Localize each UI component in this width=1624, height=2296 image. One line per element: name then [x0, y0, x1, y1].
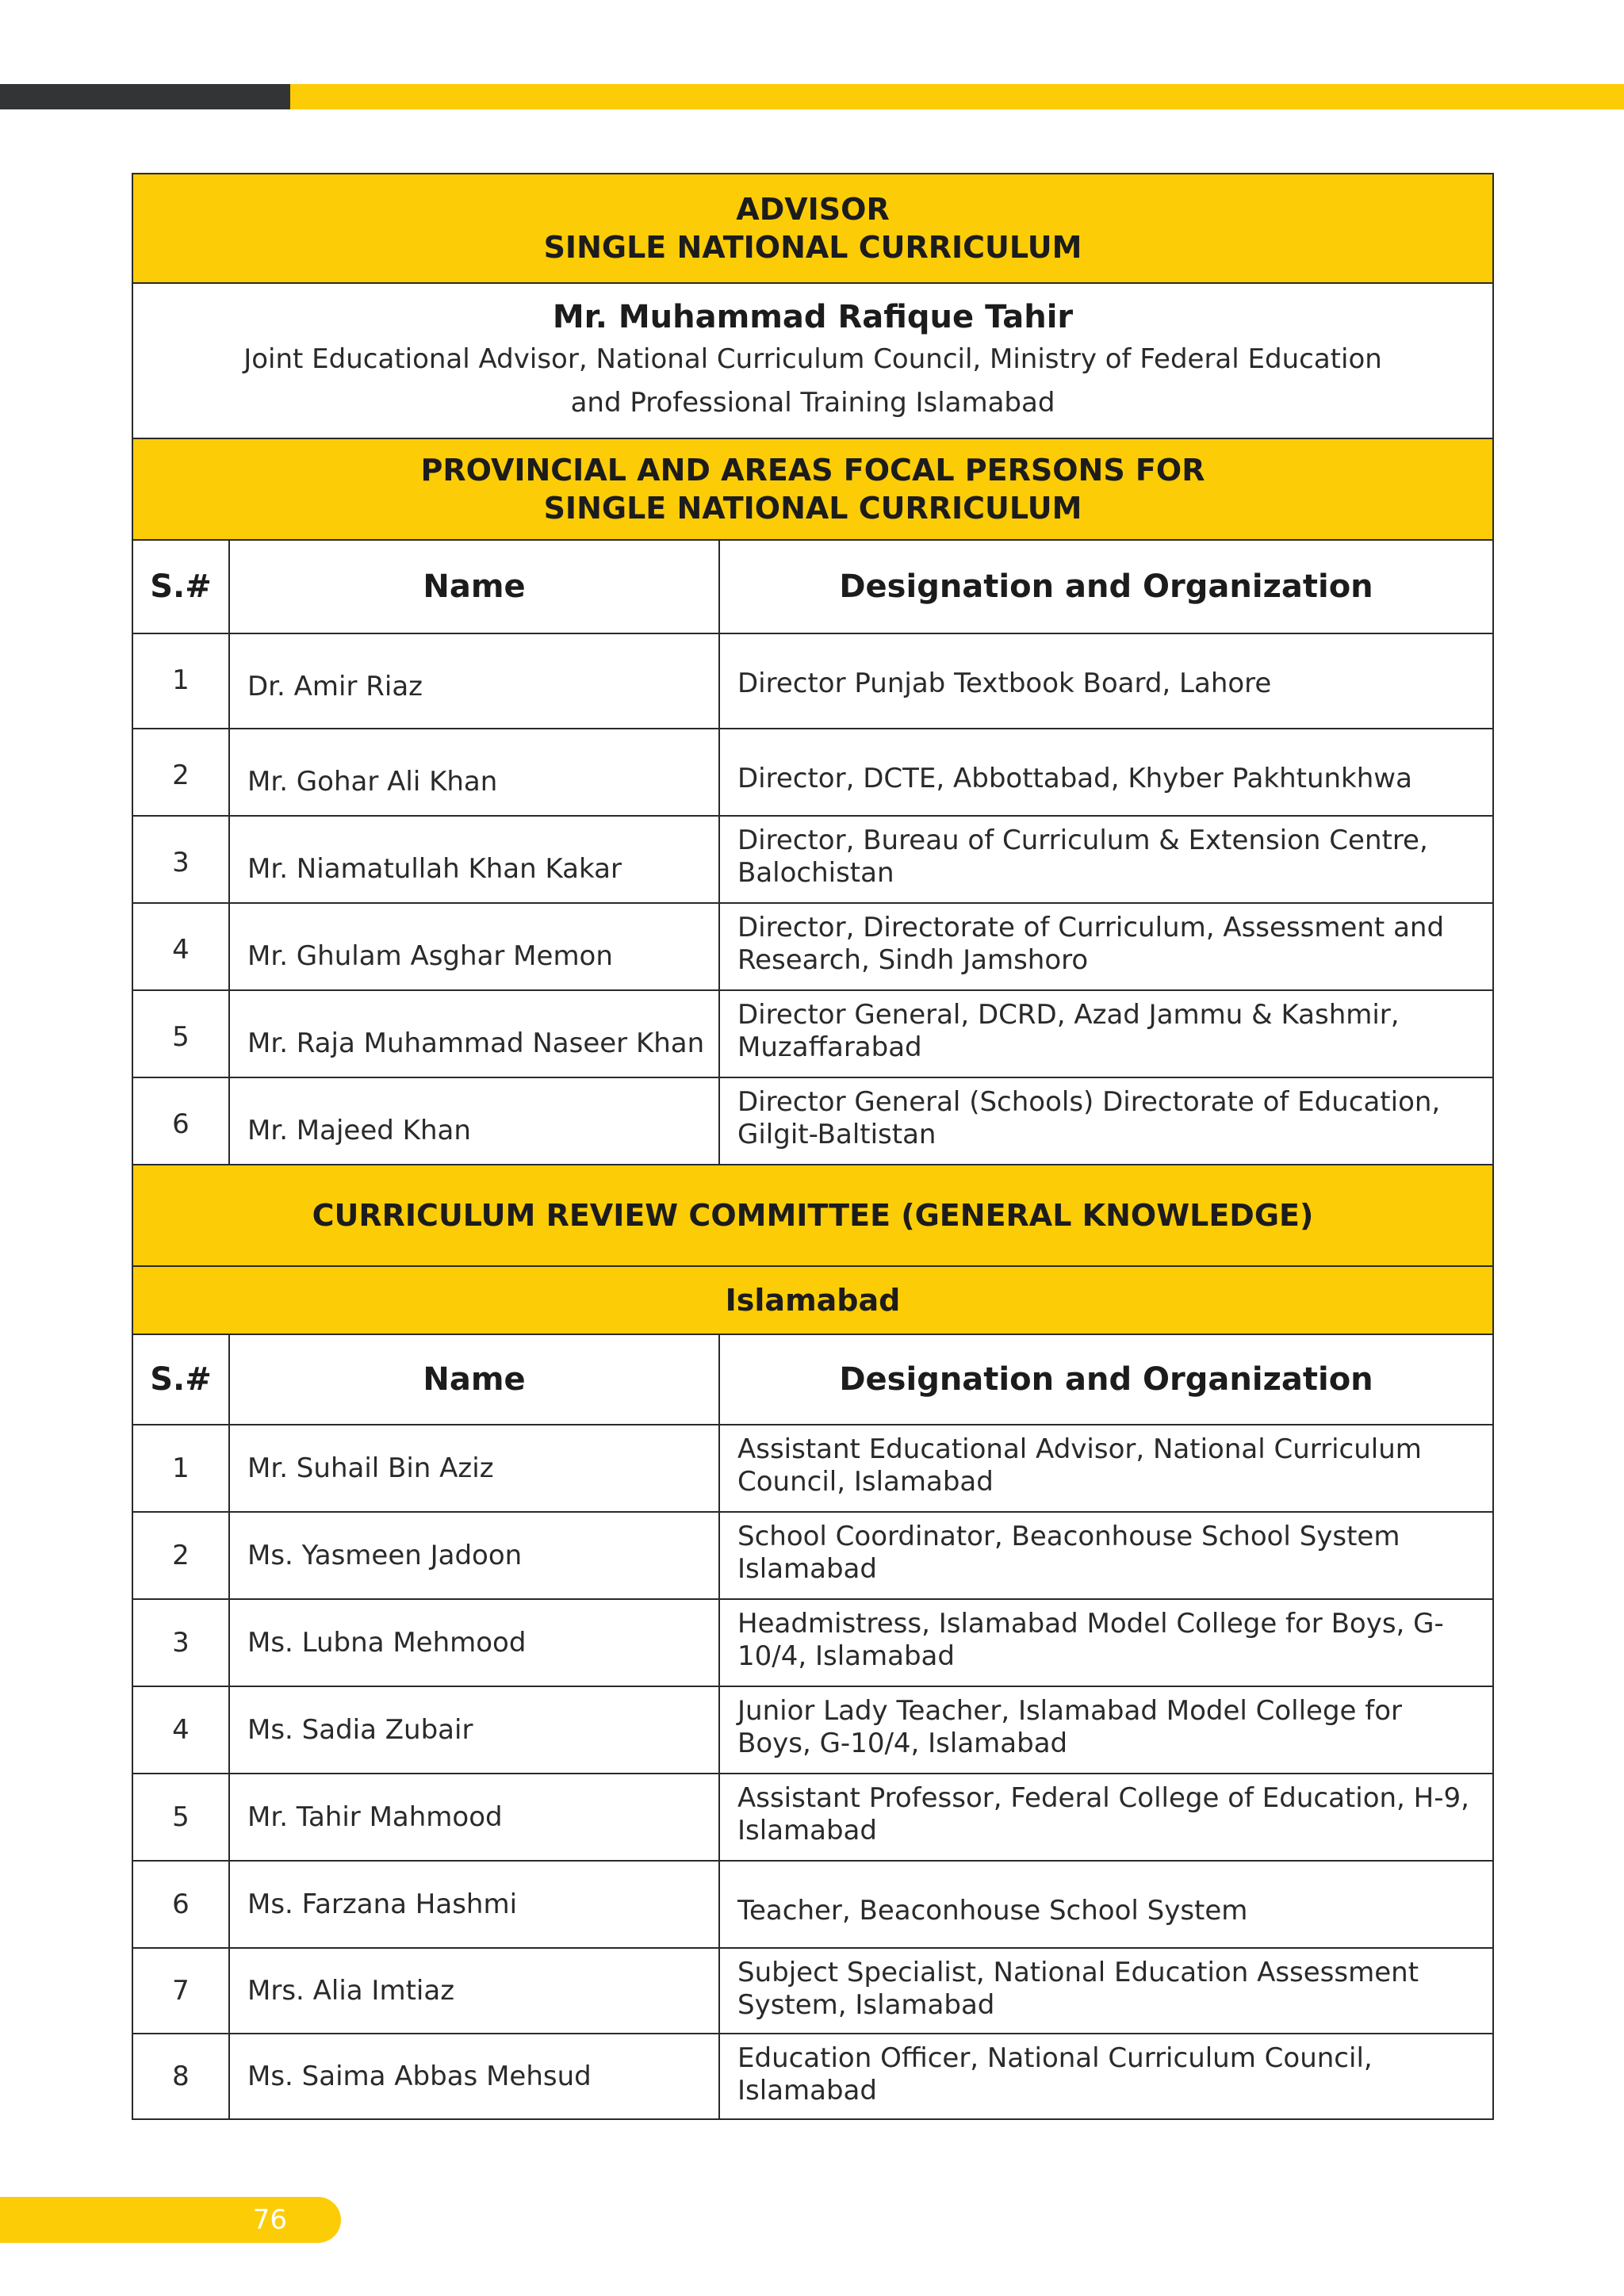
row-sn: 2: [132, 729, 229, 816]
row-designation: Subject Specialist, National Education Assessment System, Islamabad: [719, 1948, 1493, 2034]
row-sn: 2: [132, 1512, 229, 1599]
advisor-info-row: [132, 283, 1493, 438]
row-designation: Director, Directorate of Curriculum, Assessment and Research, Sindh Jamshoro: [719, 903, 1493, 990]
committee-heading: CURRICULUM REVIEW COMMITTEE (GENERAL KNOWLEDGE): [132, 1165, 1493, 1266]
focal-col-designation: Designation and Organization: [719, 540, 1493, 633]
row-sn: 5: [132, 1774, 229, 1861]
row-designation: Junior Lady Teacher, Islamabad Model College for Boys, G-10/4, Islamabad: [719, 1686, 1493, 1774]
table-row: [132, 1861, 1493, 1948]
row-designation: Director, Bureau of Curriculum & Extension Centre, Balochistan: [719, 816, 1493, 903]
row-sn: 3: [132, 816, 229, 903]
row-designation: Headmistress, Islamabad Model College for Boys, G-10/4, Islamabad: [719, 1599, 1493, 1686]
row-designation: Director General, DCRD, Azad Jammu & Kashmir, Muzaffarabad: [719, 990, 1493, 1077]
row-designation: School Coordinator, Beaconhouse School System Islamabad: [719, 1512, 1493, 1599]
advisor-heading-line1: ADVISOR: [736, 192, 890, 227]
curriculum-table: [132, 173, 1494, 2120]
top-bar-dark: [0, 84, 290, 109]
focal-col-name: Name: [229, 540, 719, 633]
row-name: Mr. Raja Muhammad Naseer Khan: [229, 990, 719, 1077]
page-number: 76: [0, 2197, 341, 2243]
row-designation: Assistant Professor, Federal College of Education, H-9, Islamabad: [719, 1774, 1493, 1861]
row-name: Mr. Majeed Khan: [229, 1077, 719, 1165]
row-name: Ms. Farzana Hashmi: [229, 1861, 719, 1948]
row-designation: Assistant Educational Advisor, National Curriculum Council, Islamabad: [719, 1425, 1493, 1512]
committee-column-header-row: [132, 1334, 1493, 1425]
table-row: [132, 903, 1493, 990]
row-designation: Director General (Schools) Directorate of Education, Gilgit-Baltistan: [719, 1077, 1493, 1165]
focal-col-sn: S.#: [132, 540, 229, 633]
focal-heading: [132, 438, 1493, 540]
advisor-info: [132, 283, 1493, 438]
table-row: [132, 1774, 1493, 1861]
row-name: Ms. Saima Abbas Mehsud: [229, 2034, 719, 2119]
committee-col-name: Name: [229, 1334, 719, 1425]
table-row: [132, 1077, 1493, 1165]
table-row: [132, 633, 1493, 729]
advisor-heading: [132, 174, 1493, 283]
advisor-desc-line1: Joint Educational Advisor, National Curriculum Council, Ministry of Federal Education: [243, 343, 1382, 375]
table-row: [132, 729, 1493, 816]
row-designation: Director, DCTE, Abbottabad, Khyber Pakhtunkhwa: [719, 729, 1493, 816]
focal-column-header-row: [132, 540, 1493, 633]
row-designation: Education Officer, National Curriculum Council, Islamabad: [719, 2034, 1493, 2119]
committee-col-designation: Designation and Organization: [719, 1334, 1493, 1425]
row-sn: 6: [132, 1861, 229, 1948]
table-row: [132, 1512, 1493, 1599]
row-name: Ms. Yasmeen Jadoon: [229, 1512, 719, 1599]
row-sn: 3: [132, 1599, 229, 1686]
table-row: [132, 816, 1493, 903]
table-row: [132, 2034, 1493, 2119]
row-name: Mr. Gohar Ali Khan: [229, 729, 719, 816]
committee-col-sn: S.#: [132, 1334, 229, 1425]
advisor-heading-row: [132, 174, 1493, 283]
advisor-desc-line2: and Professional Training Islamabad: [570, 387, 1055, 419]
focal-heading-line2: SINGLE NATIONAL CURRICULUM: [543, 491, 1082, 526]
committee-subheading-row: [132, 1266, 1493, 1334]
advisor-name: Mr. Muhammad Rafique Tahir: [552, 299, 1074, 335]
row-sn: 7: [132, 1948, 229, 2034]
row-name: Mr. Tahir Mahmood: [229, 1774, 719, 1861]
top-bar-yellow: [290, 84, 1624, 109]
row-name: Mr. Niamatullah Khan Kakar: [229, 816, 719, 903]
row-name: Mrs. Alia Imtiaz: [229, 1948, 719, 2034]
row-sn: 1: [132, 633, 229, 729]
table-row: [132, 1425, 1493, 1512]
row-sn: 8: [132, 2034, 229, 2119]
row-sn: 6: [132, 1077, 229, 1165]
row-designation: Teacher, Beaconhouse School System: [719, 1861, 1493, 1948]
row-name: Mr. Suhail Bin Aziz: [229, 1425, 719, 1512]
row-sn: 4: [132, 903, 229, 990]
focal-heading-line1: PROVINCIAL AND AREAS FOCAL PERSONS FOR: [420, 453, 1205, 488]
advisor-heading-line2: SINGLE NATIONAL CURRICULUM: [543, 230, 1082, 265]
table-row: [132, 1686, 1493, 1774]
row-sn: 4: [132, 1686, 229, 1774]
row-designation: Director Punjab Textbook Board, Lahore: [719, 633, 1493, 729]
committee-subheading: Islamabad: [132, 1266, 1493, 1334]
table-row: [132, 1599, 1493, 1686]
committee-heading-row: [132, 1165, 1493, 1266]
row-name: Ms. Lubna Mehmood: [229, 1599, 719, 1686]
row-sn: 1: [132, 1425, 229, 1512]
table-row: [132, 1948, 1493, 2034]
focal-heading-row: [132, 438, 1493, 540]
row-name: Mr. Ghulam Asghar Memon: [229, 903, 719, 990]
row-name: Ms. Sadia Zubair: [229, 1686, 719, 1774]
row-sn: 5: [132, 990, 229, 1077]
row-name: Dr. Amir Riaz: [229, 633, 719, 729]
table-row: [132, 990, 1493, 1077]
